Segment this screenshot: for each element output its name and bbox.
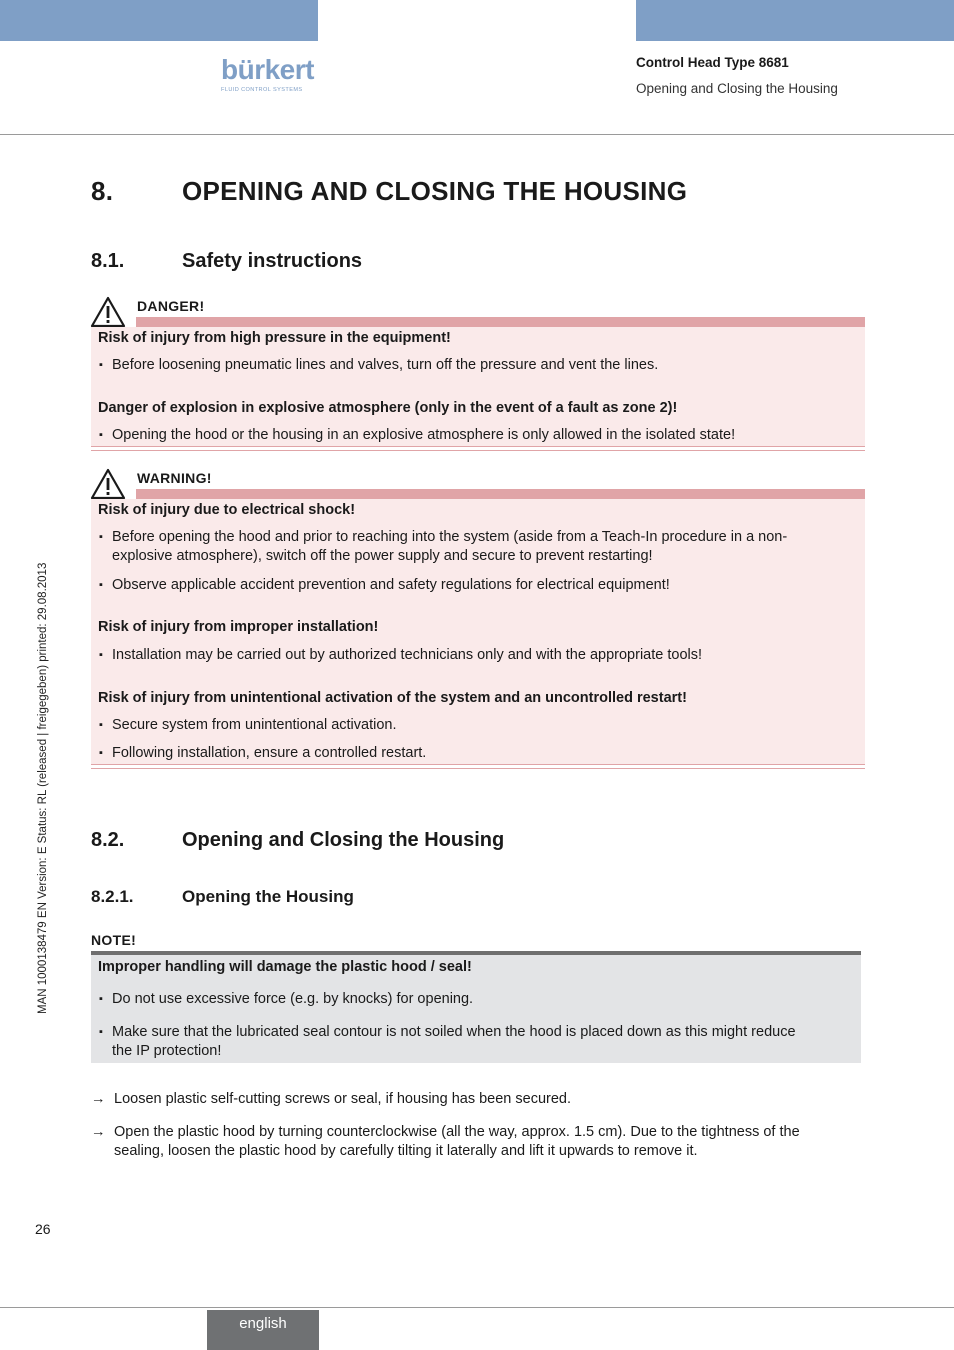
warning-item: Following installation, ensure a controlled restart. (112, 745, 427, 761)
danger-heading: Danger of explosion in explosive atmosphere (only in the event of a fault as zone 2)! (98, 400, 678, 416)
warning-heading: Risk of injury from improper installation! (98, 619, 379, 635)
warning-item: Installation may be carried out by authorized technicians only and with the appropriate tools! (112, 647, 703, 663)
note-label: NOTE! (91, 932, 137, 948)
warning-triangle-icon (90, 296, 126, 328)
bullet: ▪ (99, 359, 103, 371)
document-subtitle: Opening and Closing the Housing (636, 81, 838, 96)
section-number: 8.2. (91, 829, 125, 851)
note-item: Make sure that the lubricated seal contour is not soiled when the hood is placed down as this might reduce (112, 1024, 796, 1040)
step-text: Loosen plastic self-cutting screws or seal, if housing has been secured. (114, 1091, 571, 1107)
danger-box-end (91, 446, 865, 451)
brand-logo-tagline: FLUID CONTROL SYSTEMS (221, 87, 303, 93)
bullet: ▪ (99, 719, 103, 731)
warning-item: Secure system from unintentional activation. (112, 717, 397, 733)
warning-item: Observe applicable accident prevention and safety regulations for electrical equipment! (112, 577, 670, 593)
warning-heading: Risk of injury from unintentional activation of the system and an uncontrolled restart! (98, 690, 687, 706)
bullet: ▪ (99, 531, 103, 543)
warning-box-end (91, 764, 865, 769)
bullet: ▪ (99, 579, 103, 591)
bullet: ▪ (99, 993, 103, 1005)
danger-item: Before loosening pneumatic lines and valves, turn off the pressure and vent the lines. (112, 357, 659, 373)
brand-logo: bürkert (221, 54, 314, 85)
chapter-title: OPENING AND CLOSING THE HOUSING (182, 176, 688, 206)
danger-item: Opening the hood or the housing in an explosive atmosphere is only allowed in the isolated state! (112, 427, 736, 443)
subsection-number: 8.2.1. (91, 887, 134, 906)
warning-heading: Risk of injury due to electrical shock! (98, 502, 356, 518)
bullet: ▪ (99, 429, 103, 441)
subsection-title: Opening the Housing (182, 887, 354, 906)
header-divider (0, 134, 954, 135)
section-title: Safety instructions (182, 250, 363, 272)
danger-bar (136, 317, 865, 327)
step-text-continued: sealing, loosen the plastic hood by carefully tilting it laterally and lift it upwards to remove it. (114, 1143, 698, 1159)
danger-label: DANGER! (137, 298, 205, 314)
document-status-sidebar: MAN 1000138479 EN Version: E Status: RL (released | freigegeben) printed: 29.08.2013 (37, 562, 49, 1014)
language-tab: english (207, 1310, 319, 1350)
warning-triangle-icon (90, 468, 126, 500)
warning-bar (136, 489, 865, 499)
section-number: 8.1. (91, 250, 125, 272)
step-arrow-icon: → (91, 1091, 106, 1107)
bullet: ▪ (99, 747, 103, 759)
danger-heading: Risk of injury from high pressure in the equipment! (98, 330, 451, 346)
warning-item-continued: explosive atmosphere), switch off the power supply and secure to prevent restarting! (112, 548, 653, 564)
document-title: Control Head Type 8681 (636, 55, 789, 70)
warning-label: WARNING! (137, 470, 212, 486)
page-number: 26 (35, 1221, 51, 1237)
note-item-continued: the IP protection! (112, 1043, 222, 1059)
chapter-number: 8. (91, 176, 114, 206)
bullet: ▪ (99, 649, 103, 661)
step-text: Open the plastic hood by turning counterclockwise (all the way, approx. 1.5 cm). Due to the tightness of the (114, 1124, 800, 1140)
note-heading: Improper handling will damage the plastic hood / seal! (98, 959, 472, 975)
section-title: Opening and Closing the Housing (182, 829, 505, 851)
bullet: ▪ (99, 1026, 103, 1038)
note-item: Do not use excessive force (e.g. by knocks) for opening. (112, 991, 474, 1007)
footer-divider (0, 1307, 954, 1308)
header-band-left (0, 0, 318, 41)
step-arrow-icon: → (91, 1124, 106, 1140)
warning-item: Before opening the hood and prior to reaching into the system (aside from a Teach-In procedure in a non- (112, 529, 788, 545)
header-band-right (636, 0, 954, 41)
